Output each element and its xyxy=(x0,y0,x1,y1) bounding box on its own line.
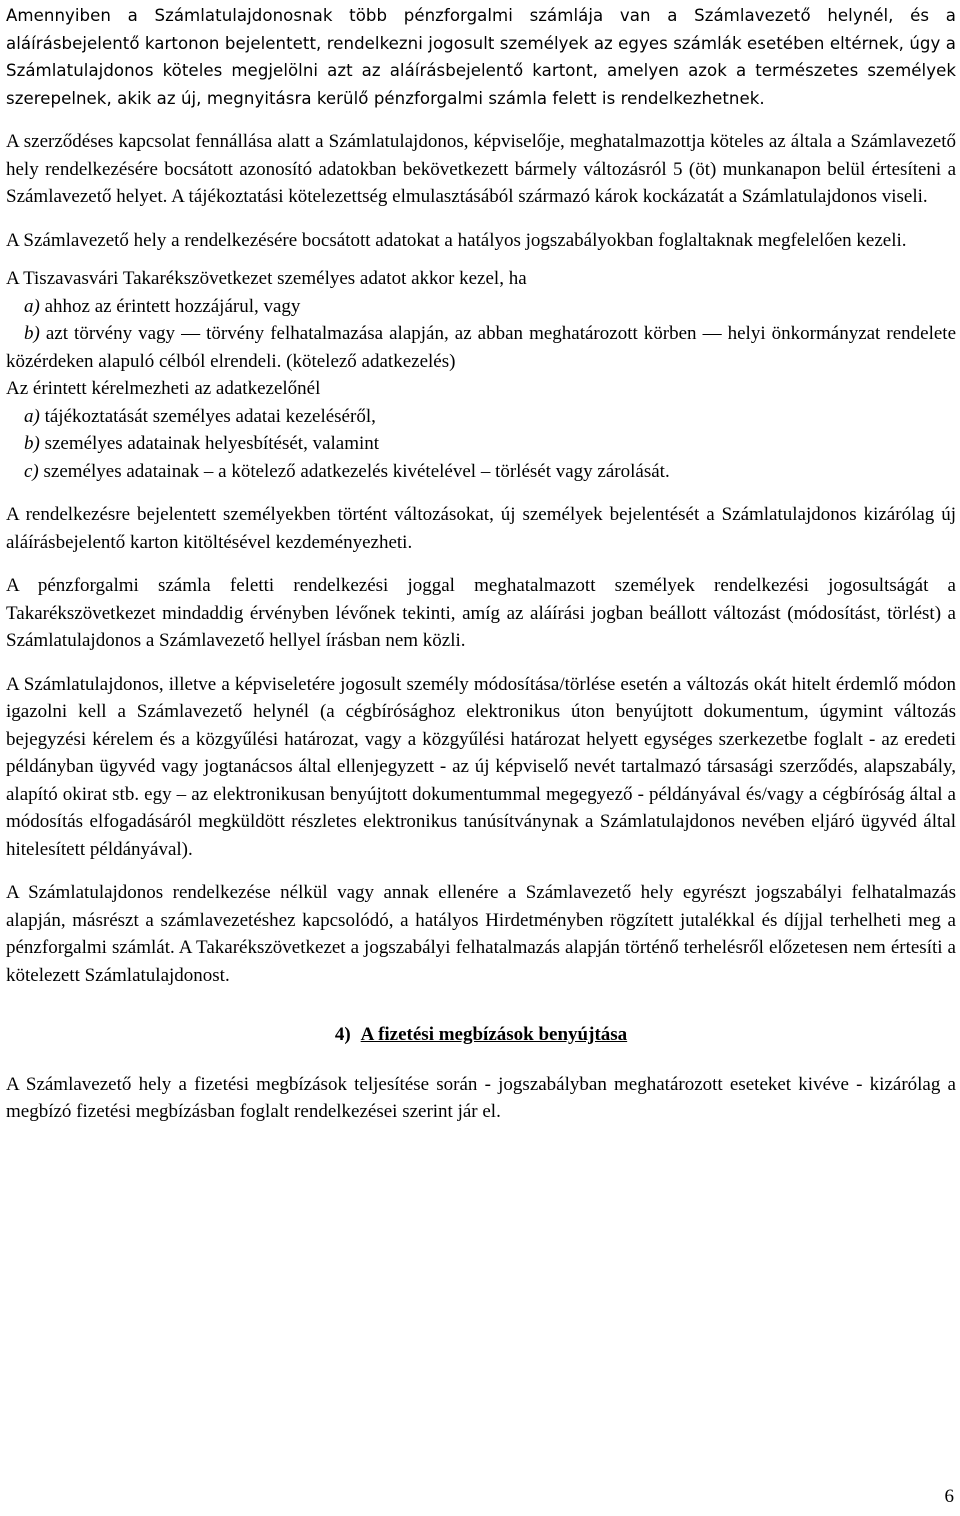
right-a-marker: a) xyxy=(24,405,40,427)
condition-a-marker: a) xyxy=(24,295,40,317)
paragraph-representative-change: A Számlatulajdonos, illetve a képviseletére jogosult személy módosítása/törlése esetén a változás okát hitelt érdemlő módon igazolni kell a Számlavezető helynél (a cégbírósághoz elektronikus úton benyújtott dokumentum, úgymint változás bejegyzési kérelem és a közgyűlési határozat, vagy a közgyűlési határozat helyett egységes szerkezetbe foglalt - az eredeti példányban ügyvéd vagy jogtanácsos által ellenjegyzett - az új képviselő nevét tartalmazó társasági szerződés, alapszabály, alapító okirat stb. egy – az elektronikusan benyújtott dokumentummal megegyező - példányával és/vagy a cégbíróság által a módosítás elfogadásáról megküldött részletes elektronikus tanúsítványnak a Számlatulajdonos nevében eljáró ügyvéd által hitelesített példányával). xyxy=(6,673,956,860)
paragraph-data-handling: A Számlavezető hely a rendelkezésére bocsátott adatokat a hatályos jogszabályokban foglaltaknak megfelelően kezeli. xyxy=(6,229,907,251)
paragraph-payment-orders: A Számlavezető hely a fizetési megbízások teljesítése során - jogszabályban meghatározott eseteket kivéve - kizárólag a megbízó fizetési megbízásban foglalt rendelkezései szerint jár el. xyxy=(6,1073,956,1122)
condition-b-marker: b) xyxy=(24,323,40,344)
paragraph-data-change-notification: A szerződéses kapcsolat fennállása alatt a Számlatulajdonos, képviselője, meghatalmazottja köteles az általa a Számlavezető hely rendelkezésére bocsátott azonosító adatokban bekövetkezett bármely változásról 5 (öt) munkanapon belül értesíteni a Számlavezető helyet. A tájékoztatási kötelezettség elmulasztásából származó károk kockázatát a Számlatulajdonos viseli. xyxy=(6,131,956,207)
rights-intro: Az érintett kérelmezheti az adatkezelőnél xyxy=(6,378,321,399)
condition-b-text: azt törvény vagy — törvény felhatalmazása alapján, az abban meghatározott körben — helyi önkormányzat rendelete közérdeken alapuló célból elrendeli. (kötelező adatkezelés) xyxy=(6,323,956,372)
right-b xyxy=(6,430,956,458)
right-b-marker: b) xyxy=(24,433,40,454)
paragraph-authorization-validity: A pénzforgalmi számla feletti rendelkezési joggal meghatalmazott személyek rendelkezési jogosultságát a Takarékszövetkezet mindaddig érvényben lévőnek tekinti, amíg az aláírási jogban beállott változást (módosítást, törlést) a Számlatulajdonos a Számlavezető hellyel írásban nem közli. xyxy=(6,575,956,651)
right-a xyxy=(6,403,956,431)
paragraph-multiple-accounts: Amennyiben a Számlatulajdonosnak több pénzforgalmi számlája van a Számlavezető helynél, és a aláírásbejelentő kartonon bejelentett, rendelkezni jogosult személyek az egyes számlák esetében eltérnek, úgy a Számlatulajdonos köteles megjelölni azt az aláírásbejelentő kartont, amelyen azok a természetes személyek szerepelnek, akik az új, megnyitásra kerülő pénzforgalmi számla felett is rendelkezhetnek. xyxy=(6,6,956,108)
condition-a-text: ahhoz az érintett hozzájárul, vagy xyxy=(39,295,301,317)
condition-a xyxy=(6,293,956,321)
condition-b xyxy=(6,320,956,375)
right-c-text: személyes adatainak – a kötelező adatkezelés kivételével – törlését vagy zárolását. xyxy=(38,460,670,482)
right-c-marker: c) xyxy=(24,460,39,482)
document-page xyxy=(6,2,956,1126)
paragraph-account-charges: A Számlatulajdonos rendelkezése nélkül vagy annak ellenére a Számlavezető hely egyrészt jogszabályi felhatalmazás alapján, másrészt a számlavezetéshez kapcsolódó, a hatályos Hirdetményben rögzített jutalékkal és díjjal terhelheti meg a pénzforgalmi számlát. A Takarékszövetkezet a jogszabályi felhatalmazás alapján történő terhelésről előzetesen nem értesíti a kötelezett Számlatulajdonost. xyxy=(6,882,956,986)
data-processing-conditions xyxy=(6,265,956,375)
paragraph-signatory-changes: A rendelkezésre bejelentett személyekben történt változásokat, új személyek bejelentését a Számlatulajdonos kizárólag új aláírásbejelentő karton kitöltésével kezdeményezheti. xyxy=(6,504,956,553)
right-b-text: személyes adatainak helyesbítését, valamint xyxy=(39,433,380,454)
section-title: A fizetési megbízások benyújtása xyxy=(360,1024,628,1045)
section-number: 4) xyxy=(334,1024,351,1045)
right-c xyxy=(6,458,956,486)
data-subject-rights xyxy=(6,375,956,485)
section-heading xyxy=(6,1021,956,1049)
right-a-text: tájékoztatását személyes adatai kezeléséről, xyxy=(39,405,376,427)
conditions-intro: A Tiszavasvári Takarékszövetkezet személyes adatot akkor kezel, ha xyxy=(6,268,527,289)
page-number: 6 xyxy=(944,1486,954,1507)
